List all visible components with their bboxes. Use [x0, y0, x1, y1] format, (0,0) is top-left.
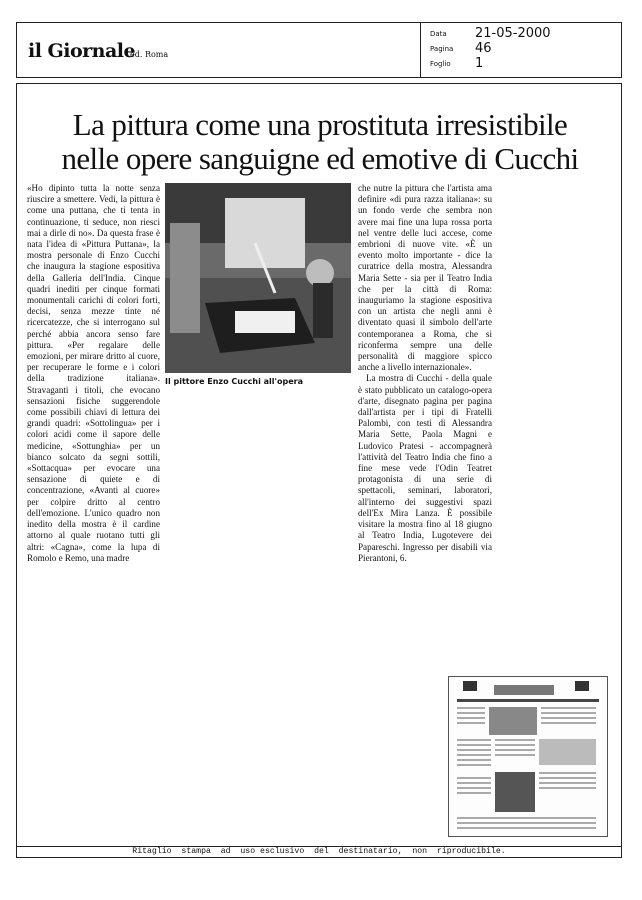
- article-column-3: [358, 183, 492, 563]
- photo-caption: Il pittore Enzo Cucchi all'opera: [165, 377, 303, 386]
- article-headline: [20, 108, 620, 176]
- reproduction-notice: Ritaglio stampa ad uso esclusivo del destinatario, non riproducibile.: [16, 846, 622, 858]
- newspaper-masthead: il Giornale: [28, 40, 136, 62]
- page-label: Pagina: [430, 45, 454, 53]
- article-paragraph: La mostra di Cucchi - della quale è stato pubblicato un catalogo-opera d'arte, disegnato pagina per pagina dall'artista per i tipi di Fratelli Palombi, con testi di Alessandra Maria Sette, Paola Magni e Ludovico Pratesi - accompagnerà l'attività del Teatro India che fino a fine mese vede l'Odin Teatret protagonista di una serie di spettacoli, seminari, laboratori, all'interno dei suggestivi spazi dell'Ex Mira Lanza. È possibile visitare la mostra fino al 18 giugno al Teatro India, Lugotevere dei Papareschi. Ingresso per disabili via Pierantoni, 6.: [358, 373, 492, 563]
- header-divider: [420, 23, 421, 77]
- page-value: 46: [475, 41, 492, 56]
- page-thumbnail-image: [449, 677, 607, 836]
- date-value: 21-05-2000: [475, 26, 551, 41]
- headline-line-1: La pittura come una prostituta irresistibile: [72, 107, 568, 142]
- headline-line-2: nelle opere sanguigne ed emotive di Cucchi: [61, 141, 579, 176]
- artist-photo: [165, 183, 351, 373]
- artist-photo-image: [165, 183, 351, 373]
- article-paragraph: che nutre la pittura che l'artista ama definire «di pura razza italiana»: su un fondo verde che sembra non avere mai fine una lupa rossa porta nel ventre delle luci accese, come embrioni di nuove vite. «È un evento molto importante - dice la curatrice della mostra, Alessandra Maria Sette - sia per il Teatro India che per la città di Roma: inauguriamo la stagione espositiva con un artista che negli anni è diventato quasi il simbolo dell'arte contemporanea a Roma, che si riconferma sempre una delle personalità di maggiore spicco anche a livello internazionale».: [358, 183, 492, 373]
- page-thumbnail: [448, 676, 608, 837]
- article-paragraph: «Ho dipinto tutta la notte senza riuscire a smettere. Vedi, la pittura è come una puttana, che ti tenta in continuazione, ti seduce, non riesci mai a dirle di no». Da questa frase è nata l'idea di «Pittura Puttana», la mostra personale di Enzo Cucchi che inaugura la stagione espositiva della Galleria dell'India. Cinque quadri inediti per cinque formati monumentali carichi di colori forti, decisi, senza mezze tinte né ricercatezze, che si interrogano sul perché abbia ancora senso fare pittura. «Per regalare delle emozioni, per mirare dritto al cuore, per recuperare le forme e i colori della tradizione italiana». Stravaganti i titoli, che evocano sensazioni fisiche suggerendole come possibili chiavi di lettura dei grandi quadri: «Sottolingua» per i colori acidi come il sapore delle medicine, «Sottunghia» per un bianco solcato da segni sottili, «Sottacqua» per evocare una sensazione di quiete e di concentrazione, «Avanti al cuore» per colpire dritto al centro dell'emozione. L'unico quadro non inedito della mostra è il cardine attorno al quale ruotano tutti gli altri: «Cagna», come la lupa di Romolo e Remo, una madre: [27, 183, 160, 563]
- sheet-label: Foglio: [430, 60, 451, 68]
- edition-label: ed. Roma: [130, 50, 169, 59]
- article-column-1: [27, 183, 160, 563]
- date-label: Data: [430, 30, 447, 38]
- sheet-value: 1: [475, 56, 484, 71]
